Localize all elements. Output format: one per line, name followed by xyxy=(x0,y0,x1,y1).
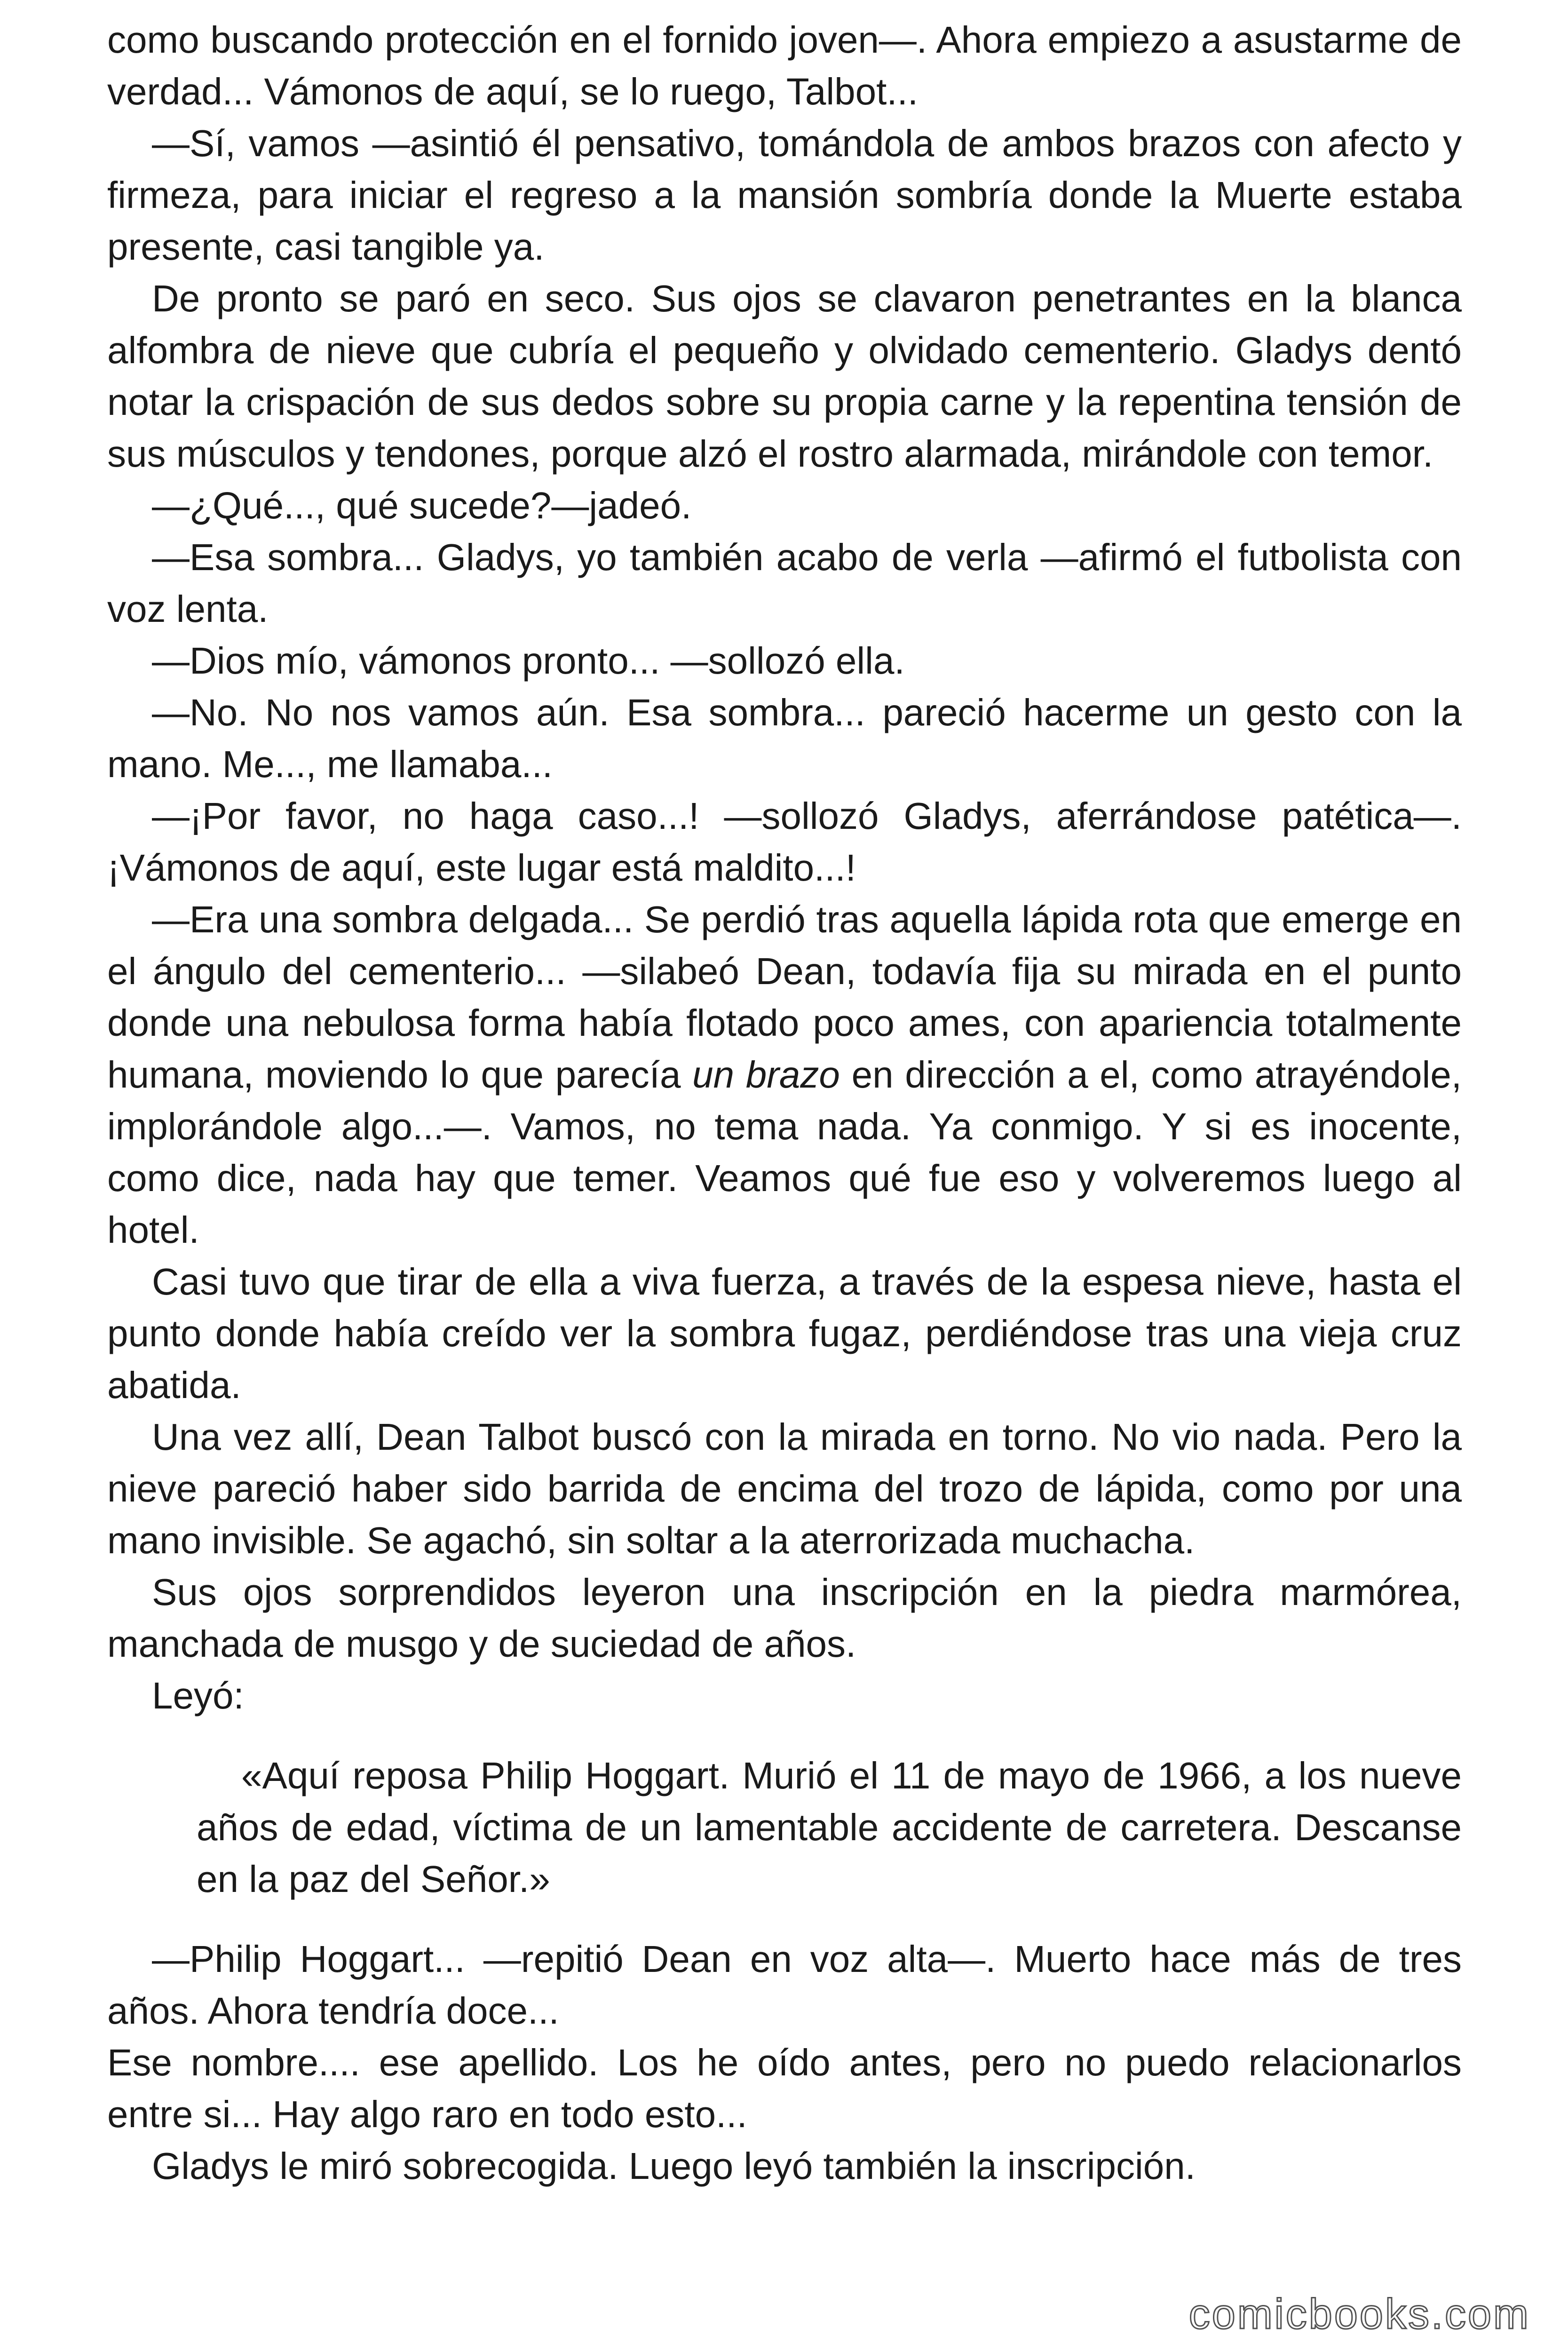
paragraph-text: en dirección a el, como atrayéndole, implorándole algo...—. Vamos, no tema nada. Ya conmigo. Y si es inocente, como dice, nada hay que temer. Veamos qué fue eso y volveremos luego al hotel. xyxy=(107,1054,1462,1251)
paragraph: —Philip Hoggart... —repitió Dean en voz alta—. Muerto hace más de tres años. Ahora tendría doce... xyxy=(107,1938,1462,2032)
paragraph: —¡Por favor, no haga caso...! —sollozó Gladys, aferrándose patética—. ¡Vámonos de aquí, este lugar está maldito...! xyxy=(107,795,1462,889)
paragraph: Ese nombre.... ese apellido. Los he oído antes, pero no puedo relacionarlos entre si... Hay algo raro en todo esto... xyxy=(107,2042,1462,2135)
paragraph: como buscando protección en el fornido joven—. Ahora empiezo a asustarme de verdad... Vámonos de aquí, se lo ruego, Talbot... xyxy=(107,19,1462,112)
paragraph-text: —Era una sombra delgada... Se perdió tras aquella lápida rota que emerge en el ángulo del cementerio... —silabeó Dean, todavía fija su mirada en el punto donde una nebulosa forma había flotado poco ames, con apariencia totalmente humana, moviendo lo que parecía xyxy=(107,898,1462,1096)
paragraph: De pronto se paró en seco. Sus ojos se clavaron penetrantes en la blanca alfombra de nieve que cubría el pequeño y olvidado cementerio. Gladys dentó notar la crispación de sus dedos sobre su propia carne y la repentina tensión de sus músculos y tendones, porque alzó el rostro alarmada, mirándole con temor. xyxy=(107,278,1462,475)
book-page xyxy=(107,14,1462,2192)
paragraph: Casi tuvo que tirar de ella a viva fuerza, a través de la espesa nieve, hasta el punto donde había creído ver la sombra fugaz, perdiéndose tras una vieja cruz abatida. xyxy=(107,1261,1462,1406)
italic-phrase: un brazo xyxy=(692,1054,840,1096)
paragraph: Gladys le miró sobrecogida. Luego leyó también la inscripción. xyxy=(152,2145,1196,2187)
paragraph: Una vez allí, Dean Talbot buscó con la mirada en torno. No vio nada. Pero la nieve pareció haber sido barrida de encima del trozo de lápida, como por una mano invisible. Se agachó, sin soltar a la aterrorizada muchacha. xyxy=(107,1416,1462,1561)
paragraph: —Esa sombra... Gladys, yo también acabo de verla —afirmó el futbolista con voz lenta. xyxy=(107,536,1462,630)
paragraph: —Sí, vamos —asintió él pensativo, tomándola de ambos brazos con afecto y firmeza, para iniciar el regreso a la mansión sombría donde la Muerte estaba presente, casi tangible ya. xyxy=(107,122,1462,268)
paragraph: Leyó: xyxy=(152,1675,244,1716)
paragraph: —No. No nos vamos aún. Esa sombra... pareció hacerme un gesto con la mano. Me..., me llamaba... xyxy=(107,691,1462,785)
watermark-logo: comicbooks.com xyxy=(1188,2291,1530,2338)
paragraph: Sus ojos sorprendidos leyeron una inscripción en la piedra marmórea, manchada de musgo y de suciedad de años. xyxy=(107,1571,1462,1665)
paragraph xyxy=(107,894,1462,1256)
paragraph: —Dios mío, vámonos pronto... —sollozó ella. xyxy=(152,640,905,682)
paragraph: —¿Qué..., qué sucede?—jadeó. xyxy=(152,485,692,526)
tombstone-inscription: «Aquí reposa Philip Hoggart. Murió el 11 de mayo de 1966, a los nueve años de edad, víctima de un lamentable accidente de carretera. Descanse en la paz del Señor.» xyxy=(197,1755,1462,1900)
